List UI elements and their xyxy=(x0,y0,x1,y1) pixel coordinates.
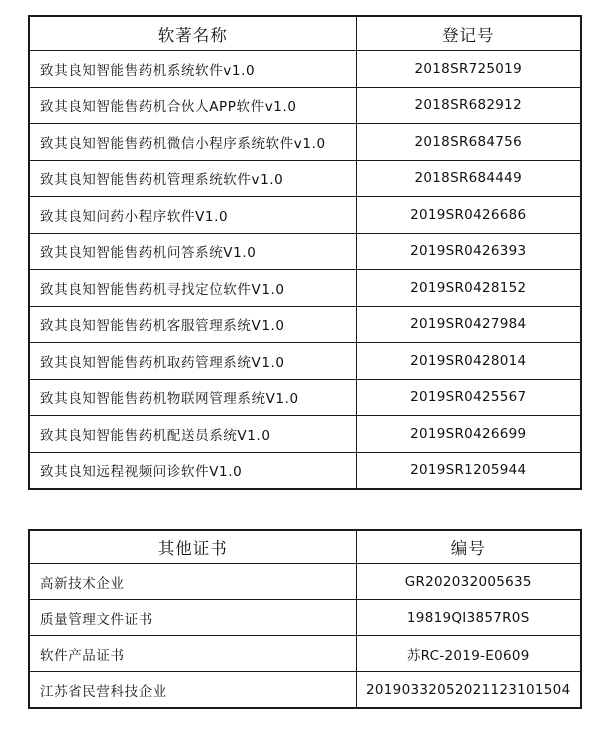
table-row xyxy=(29,197,581,234)
table-row xyxy=(29,87,581,124)
table-row xyxy=(29,416,581,453)
software-name-cell: 致其良知智能售药机客服管理系统V1.0 xyxy=(29,306,356,343)
software-name-cell: 致其良知智能售药机问答系统V1.0 xyxy=(29,233,356,270)
software-copyright-table xyxy=(28,15,582,490)
registration-number-cell: 2018SR684756 xyxy=(356,124,581,161)
table-row xyxy=(29,233,581,270)
table-header-row xyxy=(29,16,581,51)
registration-number-cell: 2019SR1205944 xyxy=(356,452,581,489)
certificate-number-cell: GR202032005635 xyxy=(356,564,581,600)
registration-number-cell: 2019SR0425567 xyxy=(356,379,581,416)
table-row xyxy=(29,452,581,489)
column-header-registration-number: 登记号 xyxy=(356,16,581,51)
registration-number-cell: 2019SR0426699 xyxy=(356,416,581,453)
software-name-cell: 致其良知智能售药机物联网管理系统V1.0 xyxy=(29,379,356,416)
certificate-name-cell: 质量管理文件证书 xyxy=(29,600,356,636)
registration-number-cell: 2019SR0426686 xyxy=(356,197,581,234)
registration-number-cell: 2019SR0428014 xyxy=(356,343,581,380)
table-row xyxy=(29,343,581,380)
table-row xyxy=(29,600,581,636)
column-header-software-name: 软著名称 xyxy=(29,16,356,51)
certificate-name-cell: 江苏省民营科技企业 xyxy=(29,672,356,709)
registration-number-cell: 2018SR725019 xyxy=(356,51,581,88)
table-row xyxy=(29,51,581,88)
certificate-number-cell: 19819QI3857R0S xyxy=(356,600,581,636)
column-header-certificate-number: 编号 xyxy=(356,530,581,564)
table-row xyxy=(29,672,581,709)
table-row xyxy=(29,306,581,343)
software-name-cell: 致其良知智能售药机系统软件v1.0 xyxy=(29,51,356,88)
registration-number-cell: 2019SR0427984 xyxy=(356,306,581,343)
certificate-name-cell: 软件产品证书 xyxy=(29,636,356,672)
registration-number-cell: 2018SR684449 xyxy=(356,160,581,197)
software-name-cell: 致其良知智能售药机合伙人APP软件v1.0 xyxy=(29,87,356,124)
column-header-certificate-name: 其他证书 xyxy=(29,530,356,564)
certificate-name-cell: 高新技术企业 xyxy=(29,564,356,600)
other-certificates-table xyxy=(28,529,582,709)
table-row xyxy=(29,564,581,600)
table-row xyxy=(29,124,581,161)
software-name-cell: 致其良知智能售药机取药管理系统V1.0 xyxy=(29,343,356,380)
table-header-row xyxy=(29,530,581,564)
certificate-number-cell: 20190332052021123101504 xyxy=(356,672,581,709)
software-name-cell: 致其良知问药小程序软件V1.0 xyxy=(29,197,356,234)
table-row xyxy=(29,160,581,197)
certificate-number-cell: 苏RC-2019-E0609 xyxy=(356,636,581,672)
registration-number-cell: 2019SR0428152 xyxy=(356,270,581,307)
software-name-cell: 致其良知智能售药机管理系统软件v1.0 xyxy=(29,160,356,197)
software-name-cell: 致其良知智能售药机寻找定位软件V1.0 xyxy=(29,270,356,307)
software-name-cell: 致其良知远程视频问诊软件V1.0 xyxy=(29,452,356,489)
table-row xyxy=(29,270,581,307)
registration-number-cell: 2018SR682912 xyxy=(356,87,581,124)
software-name-cell: 致其良知智能售药机微信小程序系统软件v1.0 xyxy=(29,124,356,161)
table-row xyxy=(29,636,581,672)
registration-number-cell: 2019SR0426393 xyxy=(356,233,581,270)
table-row xyxy=(29,379,581,416)
software-name-cell: 致其良知智能售药机配送员系统V1.0 xyxy=(29,416,356,453)
